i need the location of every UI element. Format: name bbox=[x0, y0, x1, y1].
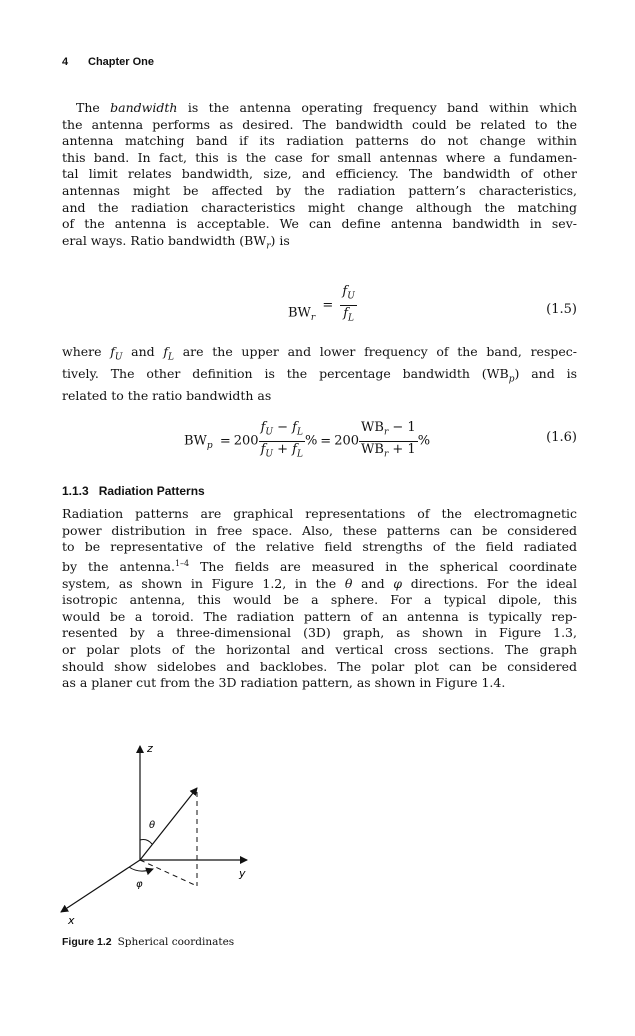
text-fragment: The fields are measured in the spherical coordinate bbox=[189, 558, 577, 574]
page-number: 4 bbox=[62, 56, 69, 68]
phi-arc bbox=[129, 867, 153, 871]
phi-symbol: φ bbox=[393, 575, 403, 591]
text-line: antenna matching band if its radiation patterns do not change within bbox=[62, 133, 577, 149]
text-fragment: directions. For the ideal bbox=[402, 575, 578, 591]
theta-arc bbox=[140, 840, 152, 845]
text-line: isotropic antenna, this would be a sphere. For a typical dipole, this bbox=[62, 592, 577, 608]
paragraph-radiation-patterns bbox=[62, 506, 577, 692]
phi-label: φ bbox=[136, 879, 143, 890]
text-fragment: and bbox=[352, 575, 394, 591]
text-fragment: ) and is bbox=[514, 366, 577, 382]
equation-number: (1.5) bbox=[546, 302, 577, 317]
eq-numerator: f bbox=[342, 284, 348, 299]
eq-fraction bbox=[340, 284, 356, 326]
text-line: of the antenna is acceptable. We can define antenna bandwidth in sev- bbox=[62, 216, 577, 232]
text-line: tal limit relates bandwidth, size, and efficiency. The bandwidth of other bbox=[62, 166, 577, 182]
running-head bbox=[62, 56, 154, 68]
figure-caption bbox=[62, 936, 234, 948]
text-line bbox=[62, 576, 577, 593]
text-line: resented by a three-dimensional (3D) graph, as shown in Figure 1.3, bbox=[62, 625, 577, 641]
eq-lhs: BW bbox=[184, 433, 207, 449]
text-line: where $f_U$ and $f_L$ are the upper and lower frequency of the band, respec- bbox=[62, 344, 577, 363]
theta-label: θ bbox=[149, 820, 156, 831]
projection-line-horizontal bbox=[140, 860, 197, 886]
text-line: antennas might be affected by the radiation pattern’s characteristics, bbox=[62, 182, 577, 198]
text-line: to be representative of the relative field strengths of the field radiated bbox=[62, 539, 577, 555]
text-line: the antenna performs as desired. The bandwidth could be related to the bbox=[62, 116, 577, 132]
eq-denominator: f bbox=[343, 305, 349, 321]
spherical-coordinates-diagram bbox=[55, 740, 275, 930]
figure-caption-text: Spherical coordinates bbox=[117, 936, 235, 948]
figure-spherical-coordinates bbox=[55, 740, 275, 935]
text-fragment: and bbox=[122, 344, 164, 359]
eq-denominator-sub: L bbox=[348, 313, 355, 324]
text-line: Radiation patterns are graphical representations of the electromagnetic bbox=[62, 506, 577, 521]
axis-label-x: x bbox=[68, 914, 75, 927]
axis-label-y: y bbox=[239, 867, 246, 880]
x-axis bbox=[61, 860, 140, 912]
chapter-title: Chapter One bbox=[88, 56, 155, 68]
eq-lhs: BW bbox=[288, 305, 311, 321]
text-fragment: ) is bbox=[270, 232, 290, 248]
text-line: or polar plots of the horizontal and vertical cross sections. The graph bbox=[62, 641, 577, 657]
eq-percent: % bbox=[304, 433, 318, 449]
emphasized-term: bandwidth bbox=[110, 100, 178, 115]
eq-coefficient: 200 bbox=[233, 433, 259, 449]
text-line: this band. In fact, this is the case for small antennas where a fundamen- bbox=[62, 149, 577, 165]
section-title: Radiation Patterns bbox=[98, 484, 205, 498]
figure-caption-label: Figure 1.2 bbox=[62, 936, 112, 948]
text-line: and the radiation characteristics might change although the matching bbox=[62, 199, 577, 215]
paragraph-definitions bbox=[62, 344, 577, 405]
text-fragment: tively. The other definition is the percentage bandwidth (WB bbox=[62, 366, 509, 382]
text-fragment: eral ways. Ratio bandwidth (BW bbox=[62, 232, 267, 248]
text-line: related to the ratio bandwidth as bbox=[62, 388, 272, 404]
text-fragment: by the antenna. bbox=[62, 558, 175, 574]
section-number: 1.1.3 bbox=[62, 484, 89, 498]
subscript: p bbox=[508, 374, 515, 385]
paragraph-bandwidth bbox=[62, 100, 577, 255]
eq-numerator-sub: U bbox=[347, 291, 355, 302]
theta-symbol: θ bbox=[344, 575, 353, 591]
text-line: should show sidelobes and backlobes. The polar plot can be considered bbox=[62, 658, 577, 674]
eq-coefficient: 200 bbox=[334, 433, 360, 449]
eq-percent: % bbox=[417, 433, 431, 449]
text-fragment: are the upper and lower frequency of the band, respec- bbox=[174, 344, 577, 359]
text-line: as a planer cut from the 3D radiation pattern, as shown in Figure 1.4. bbox=[62, 675, 506, 691]
text-line: power distribution in free space. Also, these patterns can be considered bbox=[62, 522, 577, 538]
text-line bbox=[62, 233, 577, 255]
text-fragment: where bbox=[62, 344, 111, 359]
text-line bbox=[62, 556, 577, 576]
text-fragment: system, as shown in Figure 1.2, in the bbox=[62, 575, 337, 591]
text-line: The bandwidth is the antenna operating frequency band within which bbox=[76, 100, 577, 115]
eq-lhs-sub: r bbox=[310, 313, 316, 324]
eq-fraction-2: $\frac{WB_r - 1}{WB_r + 1}$ bbox=[361, 420, 416, 460]
text-line: would be a toroid. The radiation pattern of an antenna is typically rep- bbox=[62, 608, 577, 624]
reference-superscript: 1–4 bbox=[174, 558, 190, 568]
equation-number: (1.6) bbox=[546, 430, 577, 445]
subscript: r bbox=[266, 241, 271, 252]
eq-lhs-sub: p bbox=[206, 441, 213, 452]
eq-fraction-1: $\frac{f_U - f_L}{f_U + f_L}$ bbox=[260, 420, 303, 460]
section-heading bbox=[62, 484, 205, 498]
text-line bbox=[62, 366, 577, 388]
axis-label-z: z bbox=[147, 742, 153, 755]
